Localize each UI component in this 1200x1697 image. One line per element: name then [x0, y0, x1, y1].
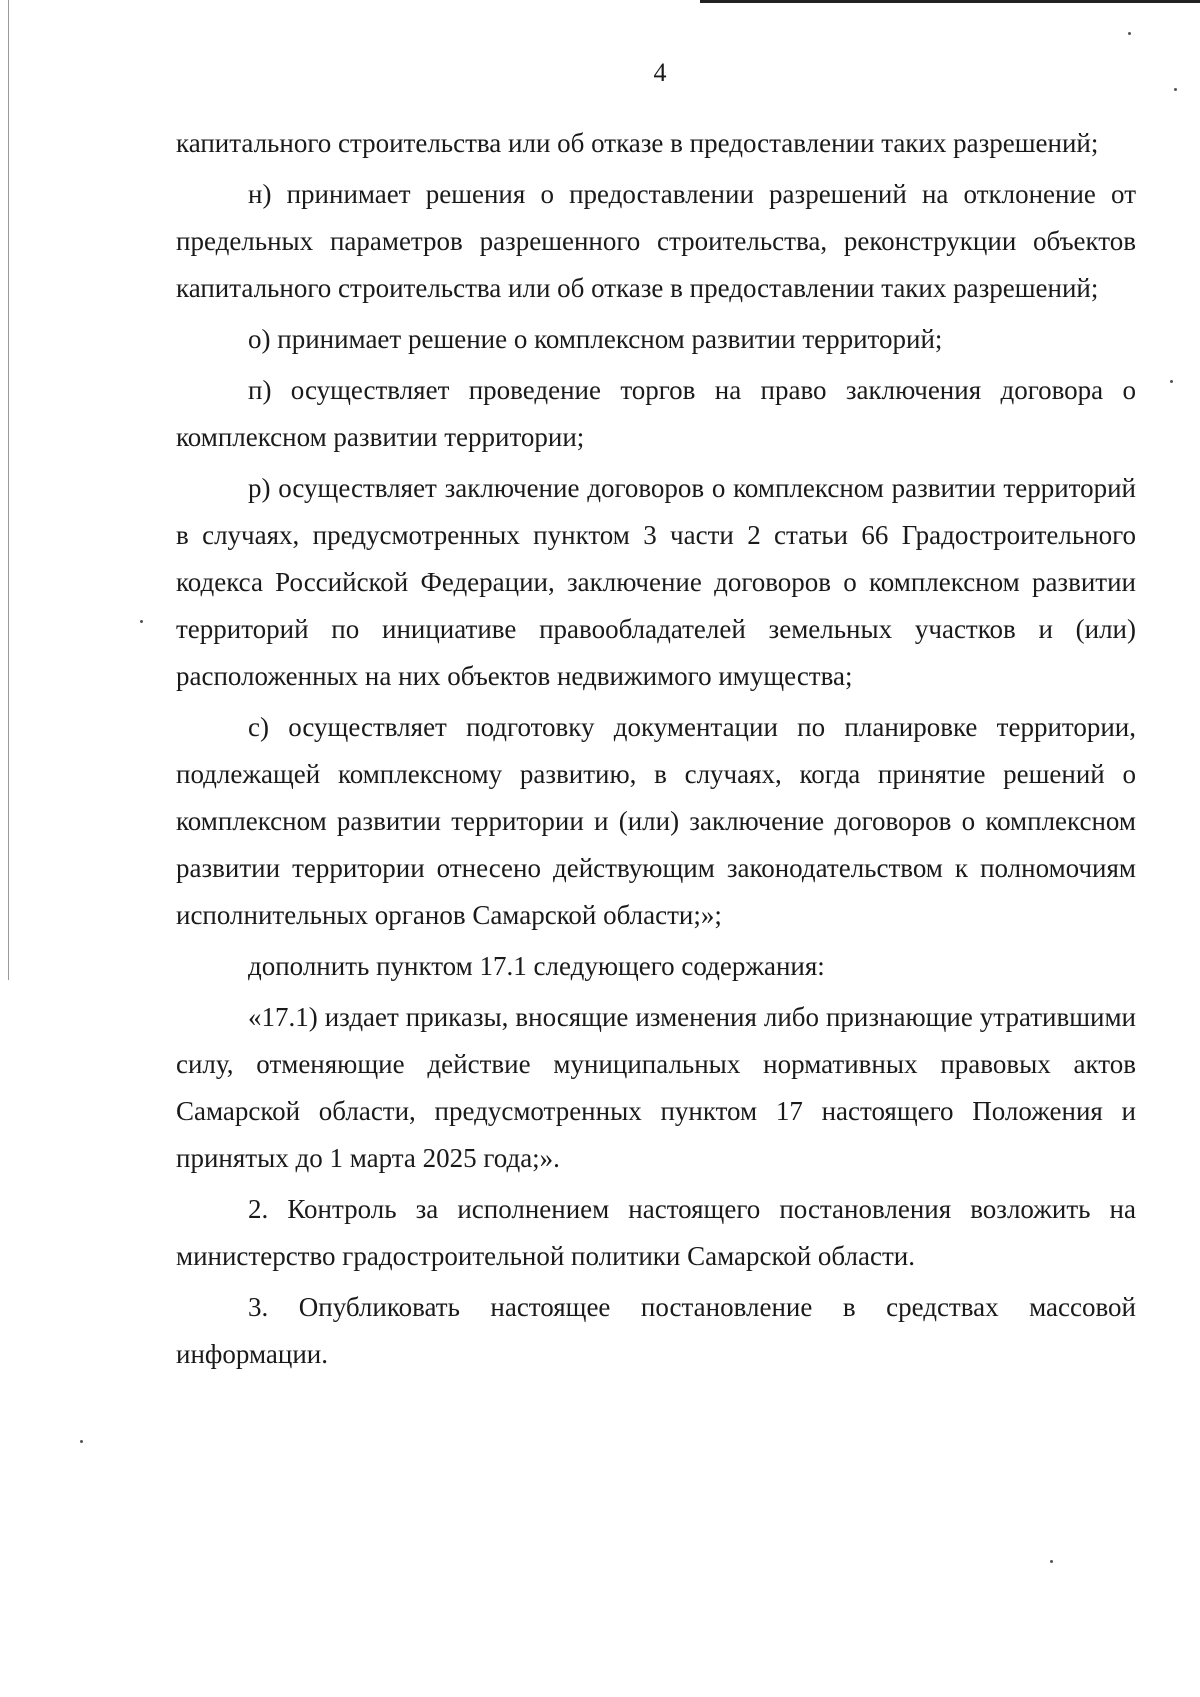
paragraph-item-17-1: «17.1) издает приказы, вносящие изменения либо признающие утратившими силу, отменяющие действие муниципальных нормативных правовых актов Самарской области, предусмотренных пунктом 17 настоящего Положения и принятых до 1 марта 2025 года;».: [176, 1002, 1136, 1173]
paragraph-clause-2: 2. Контроль за исполнением настоящего постановления возложить на министерство градостроительной политики Самарской области.: [176, 1194, 1136, 1271]
scan-speck: [140, 620, 143, 623]
paragraph-item-o: о) принимает решение о комплексном развитии территорий;: [248, 324, 943, 354]
paragraph-item-s: с) осуществляет подготовку документации по планировке территории, подлежащей комплексному развитию, в случаях, когда принятие решений о комплексном развитии территории и (или) заключение договоров о комплексном развитии территории отнесено действующим законодательством к полномочиям исполнительных органов Самарской области;»;: [176, 712, 1136, 930]
page-number: 4: [653, 58, 667, 87]
scan-left-edge: [8, 0, 9, 980]
document-body: [176, 120, 1136, 1378]
scan-top-edge: [700, 0, 1200, 3]
scan-speck: [80, 1440, 83, 1443]
scan-speck: [1174, 88, 1177, 91]
paragraph-item-r: р) осуществляет заключение договоров о комплексном развитии территорий в случаях, предусмотренных пунктом 3 части 2 статьи 66 Градостроительного кодекса Российской Федерации, заключение договоров о комплексном развитии территорий по инициативе правообладателей земельных участков и (или) расположенных на них объектов недвижимого имущества;: [176, 473, 1136, 691]
scan-speck: [1170, 380, 1173, 383]
scan-speck: [1128, 32, 1131, 35]
paragraph-item-p: п) осуществляет проведение торгов на право заключения договора о комплексном развитии территории;: [176, 375, 1136, 452]
paragraph-continuation: капитального строительства или об отказе в предоставлении таких разрешений;: [176, 128, 1099, 158]
paragraph-item-n: н) принимает решения о предоставлении разрешений на отклонение от предельных параметров разрешенного строительства, реконструкции объектов капитального строительства или об отказе в предоставлении таких разрешений;: [176, 179, 1136, 303]
paragraph-clause-3: 3. Опубликовать настоящее постановление в средствах массовой информации.: [176, 1292, 1136, 1369]
scan-speck: [1050, 1560, 1053, 1563]
paragraph-amendment-intro: дополнить пунктом 17.1 следующего содержания:: [248, 951, 825, 981]
